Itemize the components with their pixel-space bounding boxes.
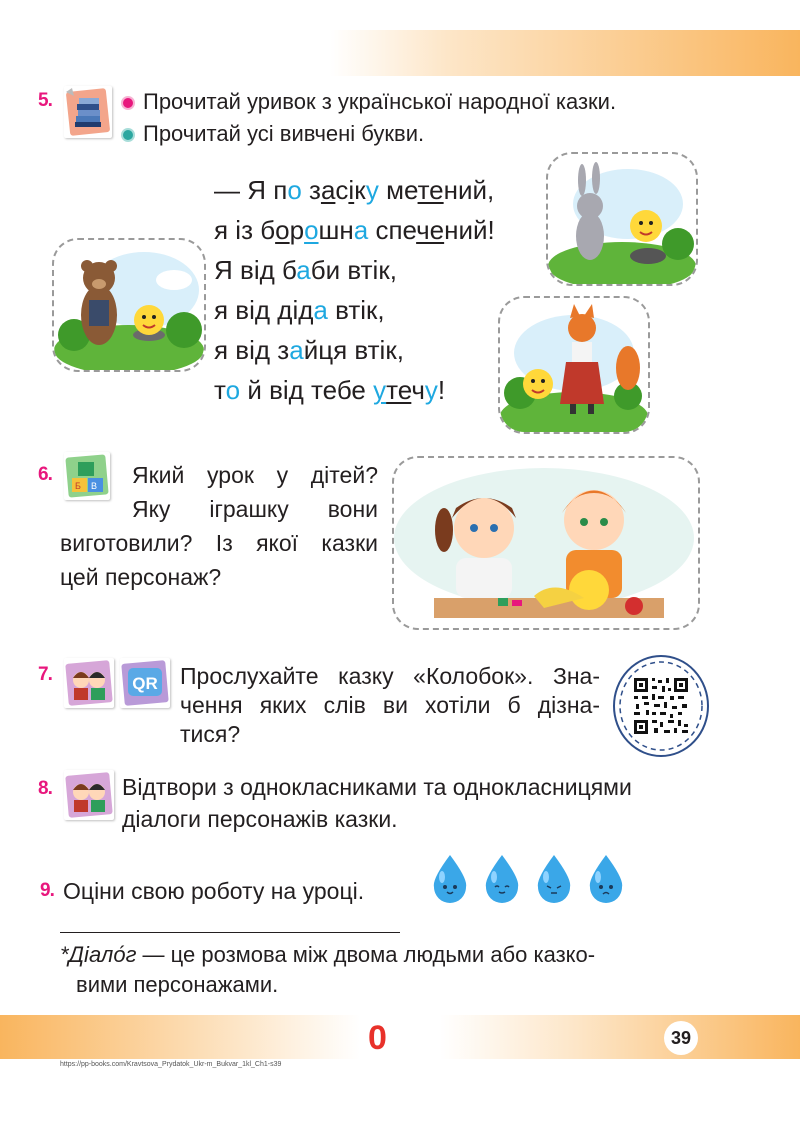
footnote-definition: — це розмова між двома людьми або казко- [136, 942, 596, 967]
water-drop-icon[interactable] [482, 853, 522, 903]
task-7-line-1: Прослухайте казку «Колобок». Зна- [180, 663, 600, 689]
task-6-line-3: виготовили? Із якої казки [60, 530, 378, 556]
task-5-number: 5. [38, 90, 52, 111]
blocks-icon [64, 452, 110, 500]
task-6-line-2: Яку іграшку вони [132, 496, 378, 522]
footnote-line-2: вими персонажами. [76, 972, 279, 997]
qr-code-icon[interactable] [612, 654, 710, 758]
hare-kolobok-illustration [546, 152, 698, 286]
footnote-divider [60, 932, 400, 933]
poem-line-4: я від діда втік, [214, 295, 385, 325]
source-url[interactable]: https://pp-books.com/Kravtsova_Prydatok_Ukr-m_Bukvar_1kl_Ch1-s39 [60, 1061, 282, 1068]
poem-line-2: я із борошна спечений! [214, 215, 495, 245]
task-6-line-1: Який урок у дітей? [132, 462, 378, 488]
qr-icon-label: QR [132, 674, 158, 693]
page-number: 39 [664, 1021, 698, 1055]
footnote-line-1 [60, 940, 595, 970]
poem-line-3: Я від баби втік, [214, 255, 397, 285]
task-9-text: Оціни свою роботу на уроці. [63, 878, 365, 904]
footnote-term: *Діало́г [60, 942, 137, 967]
svg-text:Б: Б [75, 481, 81, 491]
svg-text:В: В [91, 481, 98, 491]
task-8-line-2: діалоги персонажів казки. [122, 806, 398, 832]
water-drop-icon[interactable] [534, 853, 574, 903]
task-6-number: 6. [38, 464, 52, 485]
bear-kolobok-illustration [52, 238, 206, 372]
task-6-line-4: цей персонаж? [60, 564, 222, 590]
task-7-line-2: чення яких слів ви хотіли б дізна- [180, 692, 600, 718]
fox-kolobok-illustration [498, 296, 650, 434]
poem-line-5: я від зайця втік, [214, 335, 404, 365]
children-icon [64, 770, 114, 820]
footer-logo: 0 [368, 1019, 387, 1057]
bullet-teal [121, 128, 135, 142]
children-icon [64, 658, 114, 708]
poem [214, 170, 495, 410]
header-bar [330, 30, 800, 76]
task-7-line-3: тися? [180, 721, 241, 747]
children-craft-illustration [392, 456, 700, 630]
task-5-line-2: Прочитай усі вивчені букви. [143, 121, 425, 146]
water-drop-icon[interactable] [430, 853, 470, 903]
poem-line-6: то й від тебе утечу! [214, 375, 446, 405]
task-7-number: 7. [38, 664, 52, 685]
poem-line-1: — Я по засіку метений, [214, 175, 495, 205]
books-icon [64, 86, 112, 138]
qr-icon [120, 658, 170, 708]
water-drop-icon[interactable] [586, 853, 626, 903]
task-8-number: 8. [38, 778, 52, 799]
task-9-number: 9. [40, 880, 54, 901]
task-8-line-1: Відтвори з однокласниками та однокласницями [122, 774, 632, 800]
bullet-pink [121, 96, 135, 110]
task-5-line-1: Прочитай уривок з української народної казки. [143, 89, 617, 114]
